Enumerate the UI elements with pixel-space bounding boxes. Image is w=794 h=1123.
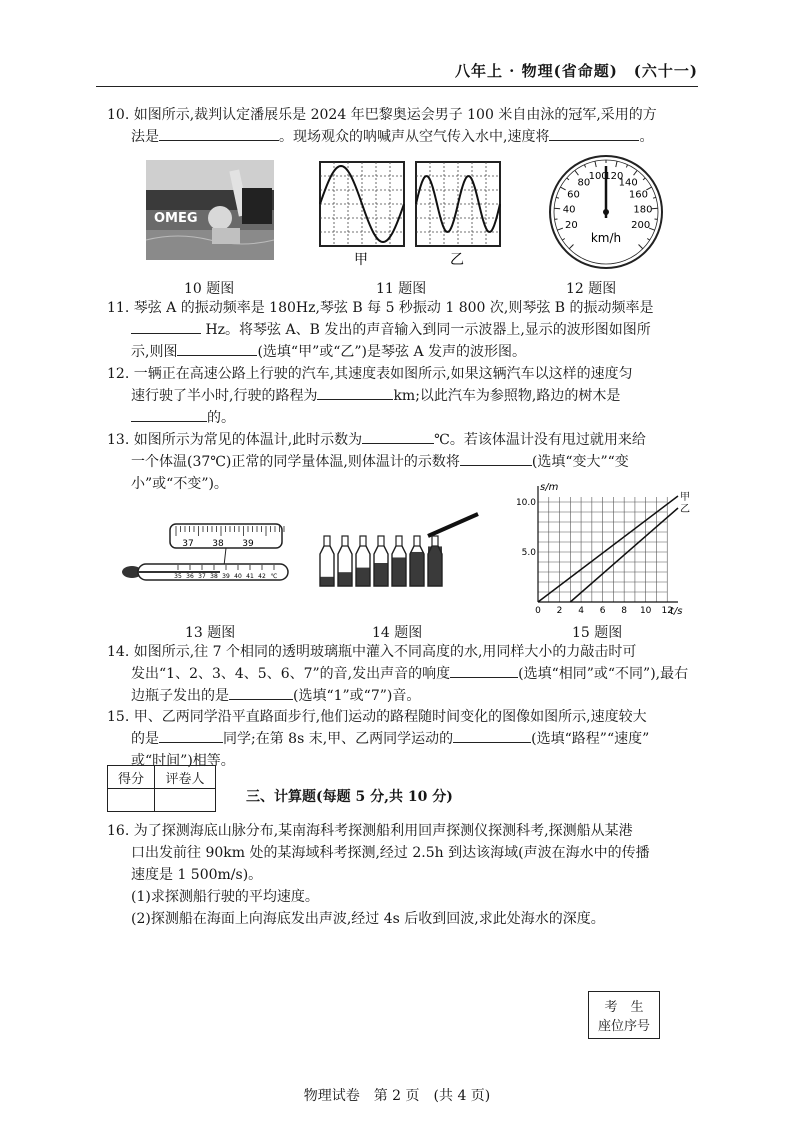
q10-line2: 法是 。现场观众的呐喊声从空气传入水中,速度将 。 (107, 126, 657, 148)
section-3-title: 三、计算题(每题 5 分,共 10 分) (246, 789, 453, 805)
seat-number-box (588, 991, 660, 1039)
q10-blank-1[interactable] (159, 126, 279, 141)
speedometer-label: 200 (631, 219, 651, 231)
page-footer: 物理试卷 第 2 页 (共 4 页) (303, 1088, 491, 1104)
seat-label-line1: 考 生 (604, 1000, 644, 1015)
speedometer (544, 152, 668, 270)
scale-label: 41 (246, 573, 254, 580)
speedometer-label: 100 (588, 170, 608, 182)
scale-label: 35 (174, 573, 182, 580)
q11-blank-1[interactable] (131, 319, 201, 334)
q10-blank-2[interactable] (549, 126, 639, 141)
x-tick-label: 12 (661, 606, 673, 616)
q13-blank-1[interactable] (362, 429, 434, 444)
caption-13: 13 题图 (185, 625, 236, 641)
x-tick-label: 8 (621, 606, 628, 616)
grader-cell[interactable] (155, 789, 216, 812)
question-11 (107, 297, 654, 363)
oscilloscope-yi (416, 162, 500, 246)
q16-line1: 16. 为了探测海底山脉分布,某南海科考探测船利用回声探测仪探测科考,探测船从某港 (107, 823, 633, 839)
y-axis-label: s/m (540, 482, 559, 493)
x-tick-label: 4 (578, 606, 584, 616)
scale-label: 38 (210, 573, 218, 580)
label-jia: 甲 (354, 252, 368, 268)
q11-blank-2[interactable] (177, 341, 257, 356)
speedometer-label: 120 (604, 170, 624, 182)
oscilloscope-jia (320, 162, 404, 246)
x-tick-label: 0 (535, 606, 541, 616)
water-4 (374, 563, 388, 586)
q15-line3: 或“时间”)相等。 (131, 753, 235, 769)
zoom-label-38: 38 (212, 539, 224, 549)
q14-blank-1[interactable] (450, 663, 518, 678)
score-header: 得分 (108, 766, 155, 789)
caption-14: 14 题图 (372, 625, 423, 641)
speedometer-label: 20 (564, 219, 578, 231)
bottle-1[interactable] (320, 536, 334, 586)
bottle-5[interactable] (392, 536, 406, 586)
bottle-7[interactable] (428, 536, 442, 586)
striking-rod (428, 514, 478, 536)
question-14 (107, 641, 688, 707)
speedometer-label: 60 (567, 189, 580, 201)
water-2 (338, 572, 352, 586)
q14-line1: 14. 如图所示,往 7 个相同的透明玻璃瓶中灌入不同高度的水,用同样大小的力敲击时可 (107, 644, 637, 660)
bottle-2[interactable] (338, 536, 352, 586)
header-rule (96, 86, 698, 87)
grader-header: 评卷人 (155, 766, 216, 789)
q15-line1: 15. 甲、乙两同学沿平直路面步行,他们运动的路程随时间变化的图像如图所示,速度较大 (107, 709, 647, 725)
y-tick-label: 5.0 (521, 548, 536, 558)
bottle-4[interactable] (374, 536, 388, 586)
speedometer-label: 140 (618, 177, 638, 189)
q12-line1: 12. 一辆正在高速公路上行驶的汽车,其速度表如图所示,如果这辆汽车以这样的速度匀 (107, 366, 633, 382)
oscilloscope-figure (318, 160, 504, 268)
y-tick-label: 10.0 (515, 498, 536, 508)
page-header-title: 八年上 · 物理(省命题) (六十一) (454, 62, 698, 80)
x-axis-label: t/s (670, 606, 683, 617)
swimmer-photo (146, 160, 274, 260)
q16-sub1: (1)求探测船行驶的平均速度。 (131, 889, 319, 905)
caption-10: 10 题图 (184, 281, 235, 297)
water-3 (356, 568, 370, 586)
series-label-2: 乙 (680, 504, 690, 515)
q14-blank-2[interactable] (229, 685, 293, 700)
q12-line3: 的。 (107, 407, 633, 429)
question-15 (107, 706, 649, 772)
q12-line2: 速行驶了半小时,行驶的路程为 km;以此汽车为参照物,路边的树木是 (107, 385, 633, 407)
q14-line3: 边瓶子发出的是 (选填“1”或“7”)音。 (107, 685, 688, 707)
s-t-chart (515, 480, 692, 622)
zoom-label-39: 39 (242, 539, 254, 549)
water-6 (410, 552, 424, 586)
thermometer-figure (118, 522, 300, 586)
water-1 (320, 577, 334, 586)
q10-line1: 10. 如图所示,裁判认定潘展乐是 2024 年巴黎奥运会男子 100 米自由泳的冠军,采用的方 (107, 107, 657, 123)
series-label-1: 甲 (680, 492, 690, 503)
question-10 (107, 104, 657, 148)
x-tick-label: 6 (599, 606, 606, 616)
zoom-label-37: 37 (182, 539, 194, 549)
label-yi: 乙 (450, 252, 464, 268)
q13-blank-2[interactable] (460, 451, 532, 466)
q14-line2: 发出“1、2、3、4、5、6、7”的音,发出声音的响度 (选填“相同”或“不同”),最右 (107, 663, 688, 685)
thermometer-body (122, 564, 288, 580)
q13-line3: 小”或“不变”)。 (131, 476, 228, 492)
q15-line2: 的是 同学;在第 8s 末,甲、乙两同学运动的 (选填“路程”“速度” (107, 728, 649, 750)
scale-label: ℃ (270, 573, 278, 580)
speedometer-label: 40 (562, 204, 576, 216)
caption-15: 15 题图 (572, 625, 623, 641)
bottles-figure (316, 510, 480, 588)
caption-12: 12 题图 (566, 281, 617, 297)
seat-label-line2: 座位序号 (597, 1019, 650, 1034)
speedometer-unit: km/h (590, 231, 622, 245)
question-16 (107, 820, 650, 930)
water-7 (428, 546, 442, 586)
x-tick-label: 2 (556, 606, 563, 616)
bottle-6[interactable] (410, 536, 424, 586)
score-box (107, 765, 216, 812)
speedometer-label: 80 (577, 177, 591, 189)
q12-blank-1[interactable] (317, 385, 393, 400)
q13-line2: 一个体温(37℃)正常的同学量体温,则体温计的示数将 (选填“变大”“变 (107, 451, 646, 473)
q15-blank-2[interactable] (453, 728, 531, 743)
q16-sub2: (2)探测船在海面上向海底发出声波,经过 4s 后收到回波,求此处海水的深度。 (131, 911, 605, 927)
speedometer-label: 180 (633, 204, 653, 216)
q11-line1: 11. 琴弦 A 的振动频率是 180Hz,琴弦 B 每 5 秒振动 1 800 次,则琴弦 B 的振动频率是 (107, 300, 654, 316)
q16-line3: 速度是 1 500m/s)。 (131, 867, 263, 883)
scale-label: 36 (186, 573, 194, 580)
water-5 (392, 557, 406, 586)
q11-line2: Hz。将琴弦 A、B 发出的声音输入到同一示波器上,显示的波形图如图所 (107, 319, 654, 341)
thermometer-zoom-box (170, 524, 284, 566)
q13-line1: 13. 如图所示为常见的体温计,此时示数为 ℃。若该体温计没有甩过就用来给 (107, 429, 646, 451)
question-12 (107, 363, 633, 429)
bottle-3[interactable] (356, 536, 370, 586)
score-cell[interactable] (108, 789, 155, 812)
caption-11: 11 题图 (376, 281, 427, 297)
q12-blank-2[interactable] (131, 407, 207, 422)
speedometer-label: 160 (628, 189, 649, 201)
scale-label: 42 (258, 573, 266, 580)
scale-label: 39 (222, 573, 230, 580)
q16-line2: 口出发前往 90km 处的某海域科考探测,经过 2.5h 到达该海域(声波在海水中的传播 (131, 845, 650, 861)
q11-line3: 示,则图 (选填“甲”或“乙”)是琴弦 A 发声的波形图。 (107, 341, 654, 363)
q15-blank-1[interactable] (159, 728, 223, 743)
photo-brand-text: OMEG (154, 211, 198, 226)
x-tick-label: 10 (639, 606, 652, 616)
scale-label: 37 (198, 573, 206, 580)
scale-label: 40 (234, 573, 242, 580)
